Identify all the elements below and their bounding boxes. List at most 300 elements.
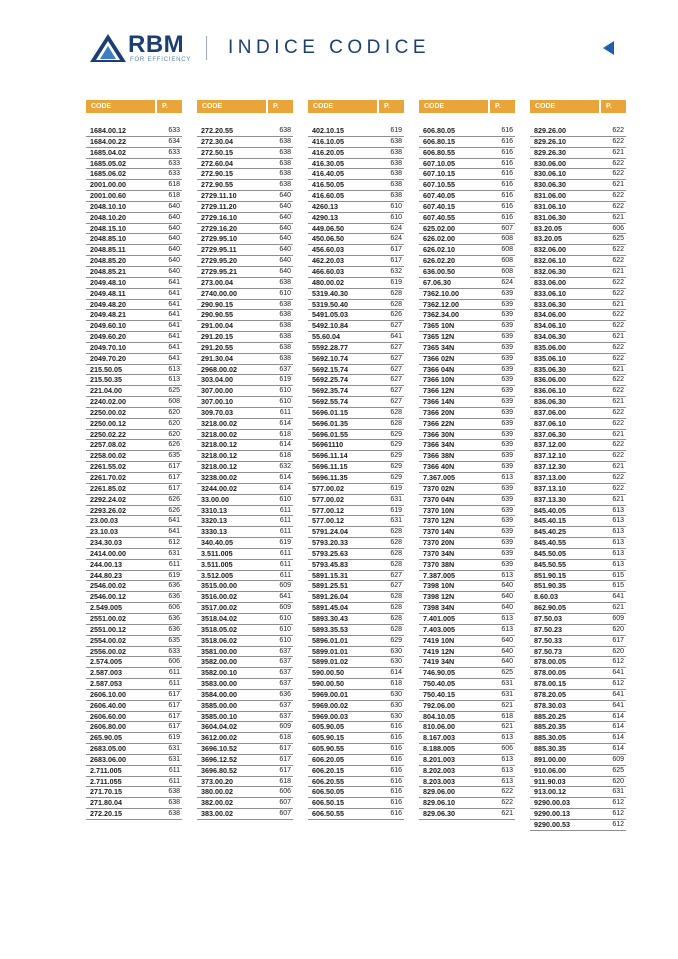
table-row — [419, 343, 515, 354]
code-cell: 835.06.30 — [534, 364, 566, 374]
table-row — [419, 787, 515, 798]
code-cell: 2683.06.00 — [90, 754, 126, 764]
code-cell: 3238.00.02 — [201, 473, 237, 482]
code-cell: 2551.00.12 — [90, 624, 126, 634]
code-cell: 2257.08.02 — [90, 440, 126, 450]
page-cell: 628 — [390, 614, 402, 622]
page-cell: 611 — [279, 517, 291, 525]
code-cell: 5319.50.40 — [312, 299, 348, 309]
code-cell: 3581.00.00 — [201, 646, 237, 656]
code-cell: 87.50.23 — [534, 624, 562, 634]
code-cell: 7362.34.00 — [423, 310, 459, 320]
code-cell: 5696.11.35 — [312, 473, 348, 482]
table-row — [419, 245, 515, 256]
code-cell: 3310.13 — [201, 505, 227, 515]
page-cell: 621 — [612, 430, 624, 438]
table-row — [86, 354, 182, 365]
table-row — [197, 484, 293, 495]
page-cell: 631 — [501, 680, 513, 688]
code-cell: 33.00.00 — [201, 494, 229, 504]
code-cell: 7366 12N — [423, 386, 455, 396]
table-row — [197, 202, 293, 213]
page-cell: 624 — [390, 235, 402, 243]
page-cell: 608 — [501, 257, 513, 265]
code-cell: 2048.85.11 — [90, 245, 126, 255]
index-column — [308, 100, 404, 819]
code-cell: 5793.20.33 — [312, 538, 348, 548]
table-row — [419, 766, 515, 777]
table-row — [86, 647, 182, 658]
table-row — [197, 647, 293, 658]
table-row — [308, 310, 404, 321]
table-row — [197, 430, 293, 441]
table-row — [419, 722, 515, 733]
table-row — [197, 310, 293, 321]
table-row — [530, 440, 626, 451]
table-row — [86, 722, 182, 733]
code-cell: 3582.00.10 — [201, 668, 237, 678]
table-row — [530, 668, 626, 679]
page-cell: 640 — [501, 658, 513, 666]
table-row — [197, 701, 293, 712]
table-row — [419, 180, 515, 191]
page-cell: 628 — [390, 549, 402, 557]
table-row — [419, 657, 515, 668]
table-row — [197, 603, 293, 614]
code-cell: 911.90.03 — [534, 776, 566, 786]
code-cell: 7365 10N — [423, 321, 455, 331]
code-cell: 2049.48.20 — [90, 299, 126, 309]
table-row — [530, 213, 626, 224]
page-cell: 629 — [390, 636, 402, 644]
header-page: P. — [379, 100, 404, 113]
page-cell: 632 — [390, 267, 402, 275]
code-cell: 837.06.00 — [534, 407, 566, 417]
table-row — [419, 592, 515, 603]
page-cell: 628 — [390, 289, 402, 297]
page-cell: 639 — [501, 463, 513, 471]
row-rule — [197, 819, 293, 820]
code-cell: 2250.02.22 — [90, 429, 126, 439]
table-row — [419, 701, 515, 712]
code-cell: 23.00.03 — [90, 516, 118, 526]
code-cell: 2606.40.00 — [90, 700, 126, 710]
page-cell: 628 — [390, 300, 402, 308]
table-row — [86, 126, 182, 137]
table-row — [419, 625, 515, 636]
table-row — [86, 744, 182, 755]
table-row — [86, 213, 182, 224]
code-cell: 750.40.15 — [423, 689, 455, 699]
table-row — [308, 451, 404, 462]
code-cell: 5692.25.74 — [312, 375, 348, 385]
page-cell: 637 — [279, 658, 291, 666]
table-row — [197, 744, 293, 755]
table-row — [419, 809, 515, 820]
code-cell: 2556.00.02 — [90, 646, 126, 656]
code-cell: 2.711.005 — [90, 765, 122, 775]
code-cell: 2729.95.10 — [201, 234, 237, 244]
page-cell: 610 — [279, 614, 291, 622]
code-cell: 3.511.005 — [201, 548, 233, 558]
code-cell: 2729.95.11 — [201, 245, 237, 255]
table-row — [197, 267, 293, 278]
code-cell: 2546.00.02 — [90, 581, 126, 591]
table-row — [86, 712, 182, 723]
table-row — [86, 386, 182, 397]
code-cell: 272.20.15 — [90, 809, 122, 819]
table-row — [86, 408, 182, 419]
page-cell: 610 — [279, 636, 291, 644]
page-cell: 626 — [168, 495, 180, 503]
table-row — [419, 430, 515, 441]
code-cell: 2606.80.00 — [90, 722, 126, 732]
code-cell: 234.30.03 — [90, 538, 122, 548]
code-cell: 7366 30N — [423, 429, 455, 439]
code-cell: 625.02.00 — [423, 223, 455, 233]
code-cell: 606.20.55 — [312, 776, 344, 786]
code-cell: 383.00.02 — [201, 809, 233, 819]
code-cell: 3583.00.00 — [201, 679, 237, 689]
page-cell: 608 — [501, 246, 513, 254]
page-cell: 640 — [168, 213, 180, 221]
page-cell: 636 — [168, 593, 180, 601]
code-cell: 3585.00.10 — [201, 711, 237, 721]
table-row — [419, 571, 515, 582]
code-cell: 7.387.005 — [423, 570, 455, 580]
page-cell: 621 — [612, 148, 624, 156]
page-cell: 616 — [390, 777, 402, 785]
table-row — [530, 278, 626, 289]
page-cell: 613 — [501, 625, 513, 633]
code-cell: 834.06.30 — [534, 332, 566, 342]
page-cell: 616 — [390, 766, 402, 774]
page-cell: 622 — [612, 127, 624, 134]
index-column — [530, 100, 626, 829]
code-cell: 626.02.20 — [423, 256, 455, 266]
code-cell: 891.00.00 — [534, 754, 566, 764]
code-cell: 3518.05.02 — [201, 624, 237, 634]
table-row — [308, 647, 404, 658]
table-row — [308, 668, 404, 679]
code-cell: 746.90.05 — [423, 668, 455, 678]
table-row — [86, 690, 182, 701]
code-cell: 7370 14N — [423, 527, 455, 537]
code-cell: 7370 10N — [423, 505, 455, 515]
table-row — [530, 603, 626, 614]
code-cell: 83.20.05 — [534, 234, 562, 244]
page-cell: 637 — [279, 680, 291, 688]
page-cell: 607 — [501, 224, 513, 232]
column-header — [197, 100, 293, 113]
code-cell: 272.30.04 — [201, 136, 233, 146]
code-cell: 7366 34N — [423, 440, 455, 450]
page-cell: 620 — [168, 419, 180, 427]
table-row — [308, 527, 404, 538]
code-cell: 3696.80.52 — [201, 765, 237, 775]
code-cell: 606.20.05 — [312, 754, 344, 764]
page-cell: 641 — [168, 354, 180, 362]
table-row — [419, 560, 515, 571]
code-cell: 2001.00.60 — [90, 191, 126, 201]
page-cell: 622 — [612, 387, 624, 395]
code-cell: 5899.01.02 — [312, 657, 348, 667]
table-row — [530, 430, 626, 441]
page-cell: 626 — [390, 311, 402, 319]
table-row — [86, 581, 182, 592]
code-cell: 290.90.55 — [201, 310, 233, 320]
table-row — [419, 733, 515, 744]
page-cell: 631 — [168, 755, 180, 763]
table-row — [419, 614, 515, 625]
page-cell: 630 — [390, 658, 402, 666]
code-cell: 2.587.053 — [90, 679, 122, 689]
page-cell: 639 — [501, 528, 513, 536]
code-cell: 2740.00.00 — [201, 288, 237, 298]
table-row — [197, 787, 293, 798]
code-cell: 7.401.005 — [423, 613, 455, 623]
page-cell: 621 — [612, 495, 624, 503]
table-row — [86, 614, 182, 625]
table-row — [530, 224, 626, 235]
code-cell: 2.574.005 — [90, 657, 122, 667]
table-row — [86, 310, 182, 321]
page-cell: 631 — [390, 517, 402, 525]
page-cell: 639 — [501, 517, 513, 525]
page-cell: 641 — [612, 701, 624, 709]
code-cell: 2729.11.10 — [201, 191, 237, 201]
table-row — [530, 202, 626, 213]
table-row — [419, 527, 515, 538]
page-cell: 641 — [612, 593, 624, 601]
page-cell: 638 — [390, 159, 402, 167]
code-cell: 307.00.10 — [201, 397, 233, 407]
table-row — [197, 332, 293, 343]
page-cell: 639 — [501, 322, 513, 330]
code-cell: 7419 10N — [423, 635, 455, 645]
code-cell: 750.40.05 — [423, 679, 455, 689]
triangle-left-icon[interactable] — [598, 37, 620, 59]
page-cell: 631 — [501, 690, 513, 698]
code-cell: 1684.00.22 — [90, 136, 126, 146]
page-cell: 607 — [279, 799, 291, 807]
page-cell: 616 — [501, 170, 513, 178]
page-cell: 619 — [390, 506, 402, 514]
page-cell: 622 — [612, 278, 624, 286]
table-row — [530, 365, 626, 376]
page-cell: 631 — [612, 788, 624, 796]
table-row — [86, 180, 182, 191]
code-cell: 829.26.10 — [534, 136, 566, 146]
table-row — [308, 289, 404, 300]
page-cell: 640 — [168, 235, 180, 243]
page-cell: 611 — [279, 571, 291, 579]
code-cell: 1684.00.12 — [90, 126, 126, 135]
table-row — [197, 397, 293, 408]
table-row — [197, 777, 293, 788]
page-cell: 639 — [501, 354, 513, 362]
code-cell: 2258.00.02 — [90, 451, 126, 461]
page-cell: 634 — [168, 137, 180, 145]
table-row — [308, 495, 404, 506]
page-cell: 616 — [390, 723, 402, 731]
table-row — [308, 213, 404, 224]
page-cell: 639 — [501, 452, 513, 460]
page-cell: 633 — [168, 170, 180, 178]
table-row — [308, 234, 404, 245]
page-cell: 617 — [168, 723, 180, 731]
table-row — [530, 690, 626, 701]
table-row — [308, 787, 404, 798]
code-cell: 480.00.02 — [312, 277, 344, 287]
code-cell: 5491.05.03 — [312, 310, 348, 320]
page-cell: 639 — [501, 343, 513, 351]
code-cell: 7370 02N — [423, 483, 455, 493]
page-cell: 612 — [612, 680, 624, 688]
code-cell: 7362.12.00 — [423, 299, 459, 309]
page-cell: 619 — [168, 734, 180, 742]
code-cell: 5692.35.74 — [312, 386, 348, 396]
code-cell: 605.90.55 — [312, 744, 344, 754]
code-cell: 832.06.10 — [534, 256, 566, 266]
page-cell: 622 — [612, 354, 624, 362]
table-row — [86, 419, 182, 430]
table-row — [308, 657, 404, 668]
code-cell: 7362.10.00 — [423, 288, 459, 298]
page-cell: 618 — [168, 181, 180, 189]
code-cell: 636.00.50 — [423, 266, 455, 276]
page-cell: 616 — [501, 192, 513, 200]
table-row — [530, 549, 626, 560]
page-cell: 630 — [390, 647, 402, 655]
table-row — [197, 256, 293, 267]
page-cell: 640 — [279, 224, 291, 232]
table-row — [530, 289, 626, 300]
code-cell: 830.06.10 — [534, 169, 566, 179]
page-cell: 640 — [279, 246, 291, 254]
code-cell: 830.06.00 — [534, 158, 566, 168]
page-cell: 627 — [390, 343, 402, 351]
code-cell: 3320.13 — [201, 516, 227, 526]
page-cell: 639 — [501, 484, 513, 492]
code-cell: 878.30.03 — [534, 700, 566, 710]
page-cell: 640 — [279, 192, 291, 200]
code-cell: 2292.24.02 — [90, 494, 126, 504]
page-cell: 635 — [168, 452, 180, 460]
table-row — [308, 375, 404, 386]
code-cell: 2250.00.02 — [90, 407, 126, 417]
code-cell: 2261.85.02 — [90, 483, 126, 493]
page-cell: 638 — [279, 181, 291, 189]
table-row — [197, 451, 293, 462]
table-row — [530, 809, 626, 820]
code-cell: 272.20.55 — [201, 126, 233, 135]
page-cell: 633 — [168, 148, 180, 156]
code-cell: 837.13.30 — [534, 494, 566, 504]
table-row — [308, 766, 404, 777]
page-cell: 617 — [168, 474, 180, 481]
table-row — [197, 289, 293, 300]
code-cell: 3.511.005 — [201, 559, 233, 569]
table-row — [86, 571, 182, 582]
page-cell: 621 — [501, 701, 513, 709]
code-cell: 462.20.03 — [312, 256, 344, 266]
table-row — [419, 440, 515, 451]
table-row — [530, 159, 626, 170]
table-row — [419, 354, 515, 365]
page-cell: 628 — [390, 528, 402, 536]
code-cell: 606.50.05 — [312, 787, 344, 797]
page-cell: 627 — [390, 322, 402, 330]
table-row — [86, 224, 182, 235]
table-row — [308, 419, 404, 430]
table-row — [419, 126, 515, 137]
code-cell: 416.40.05 — [312, 169, 344, 179]
table-row — [530, 180, 626, 191]
table-row — [419, 419, 515, 430]
page-cell: 627 — [390, 582, 402, 590]
page-cell: 637 — [279, 701, 291, 709]
code-cell: 2729.16.20 — [201, 223, 237, 233]
table-row — [530, 787, 626, 798]
table-row — [197, 657, 293, 668]
table-row — [530, 657, 626, 668]
table-row — [308, 169, 404, 180]
code-cell: 83.20.05 — [534, 223, 562, 233]
table-row — [86, 300, 182, 311]
table-row — [86, 289, 182, 300]
code-cell: 5793.25.63 — [312, 548, 348, 558]
page-cell: 639 — [501, 289, 513, 297]
code-cell: 885.30.05 — [534, 733, 566, 743]
page-cell: 631 — [390, 495, 402, 503]
code-cell: 3612.00.02 — [201, 733, 237, 743]
code-cell: 2049.48.21 — [90, 310, 126, 320]
table-row — [419, 755, 515, 766]
code-cell: 1685.04.02 — [90, 147, 126, 157]
page-cell: 618 — [390, 680, 402, 688]
page-title: INDICE CODICE — [228, 37, 431, 58]
page-cell: 640 — [501, 647, 513, 655]
page-cell: 638 — [279, 127, 291, 134]
table-row — [197, 473, 293, 484]
table-row — [419, 744, 515, 755]
code-cell: 87.50.73 — [534, 646, 562, 656]
code-cell: 3218.00.12 — [201, 462, 237, 472]
page-cell: 638 — [168, 788, 180, 796]
table-row — [308, 625, 404, 636]
table-row — [530, 451, 626, 462]
page-cell: 617 — [168, 701, 180, 709]
table-row — [419, 636, 515, 647]
table-row — [86, 234, 182, 245]
page-cell: 620 — [168, 430, 180, 438]
table-row — [86, 701, 182, 712]
page-cell: 611 — [168, 680, 180, 688]
page-cell: 614 — [279, 484, 291, 492]
page-cell: 638 — [390, 148, 402, 156]
code-cell: 2001.00.00 — [90, 180, 126, 190]
page-cell: 631 — [168, 549, 180, 557]
code-cell: 831.06.10 — [534, 201, 566, 211]
code-cell: 7398 10N — [423, 581, 455, 591]
code-cell: 2.549.005 — [90, 603, 122, 613]
table-row — [308, 506, 404, 517]
table-row — [197, 809, 293, 820]
page-cell: 617 — [168, 484, 180, 492]
code-cell: 416.50.05 — [312, 180, 344, 190]
code-cell: 5791.24.04 — [312, 527, 348, 537]
